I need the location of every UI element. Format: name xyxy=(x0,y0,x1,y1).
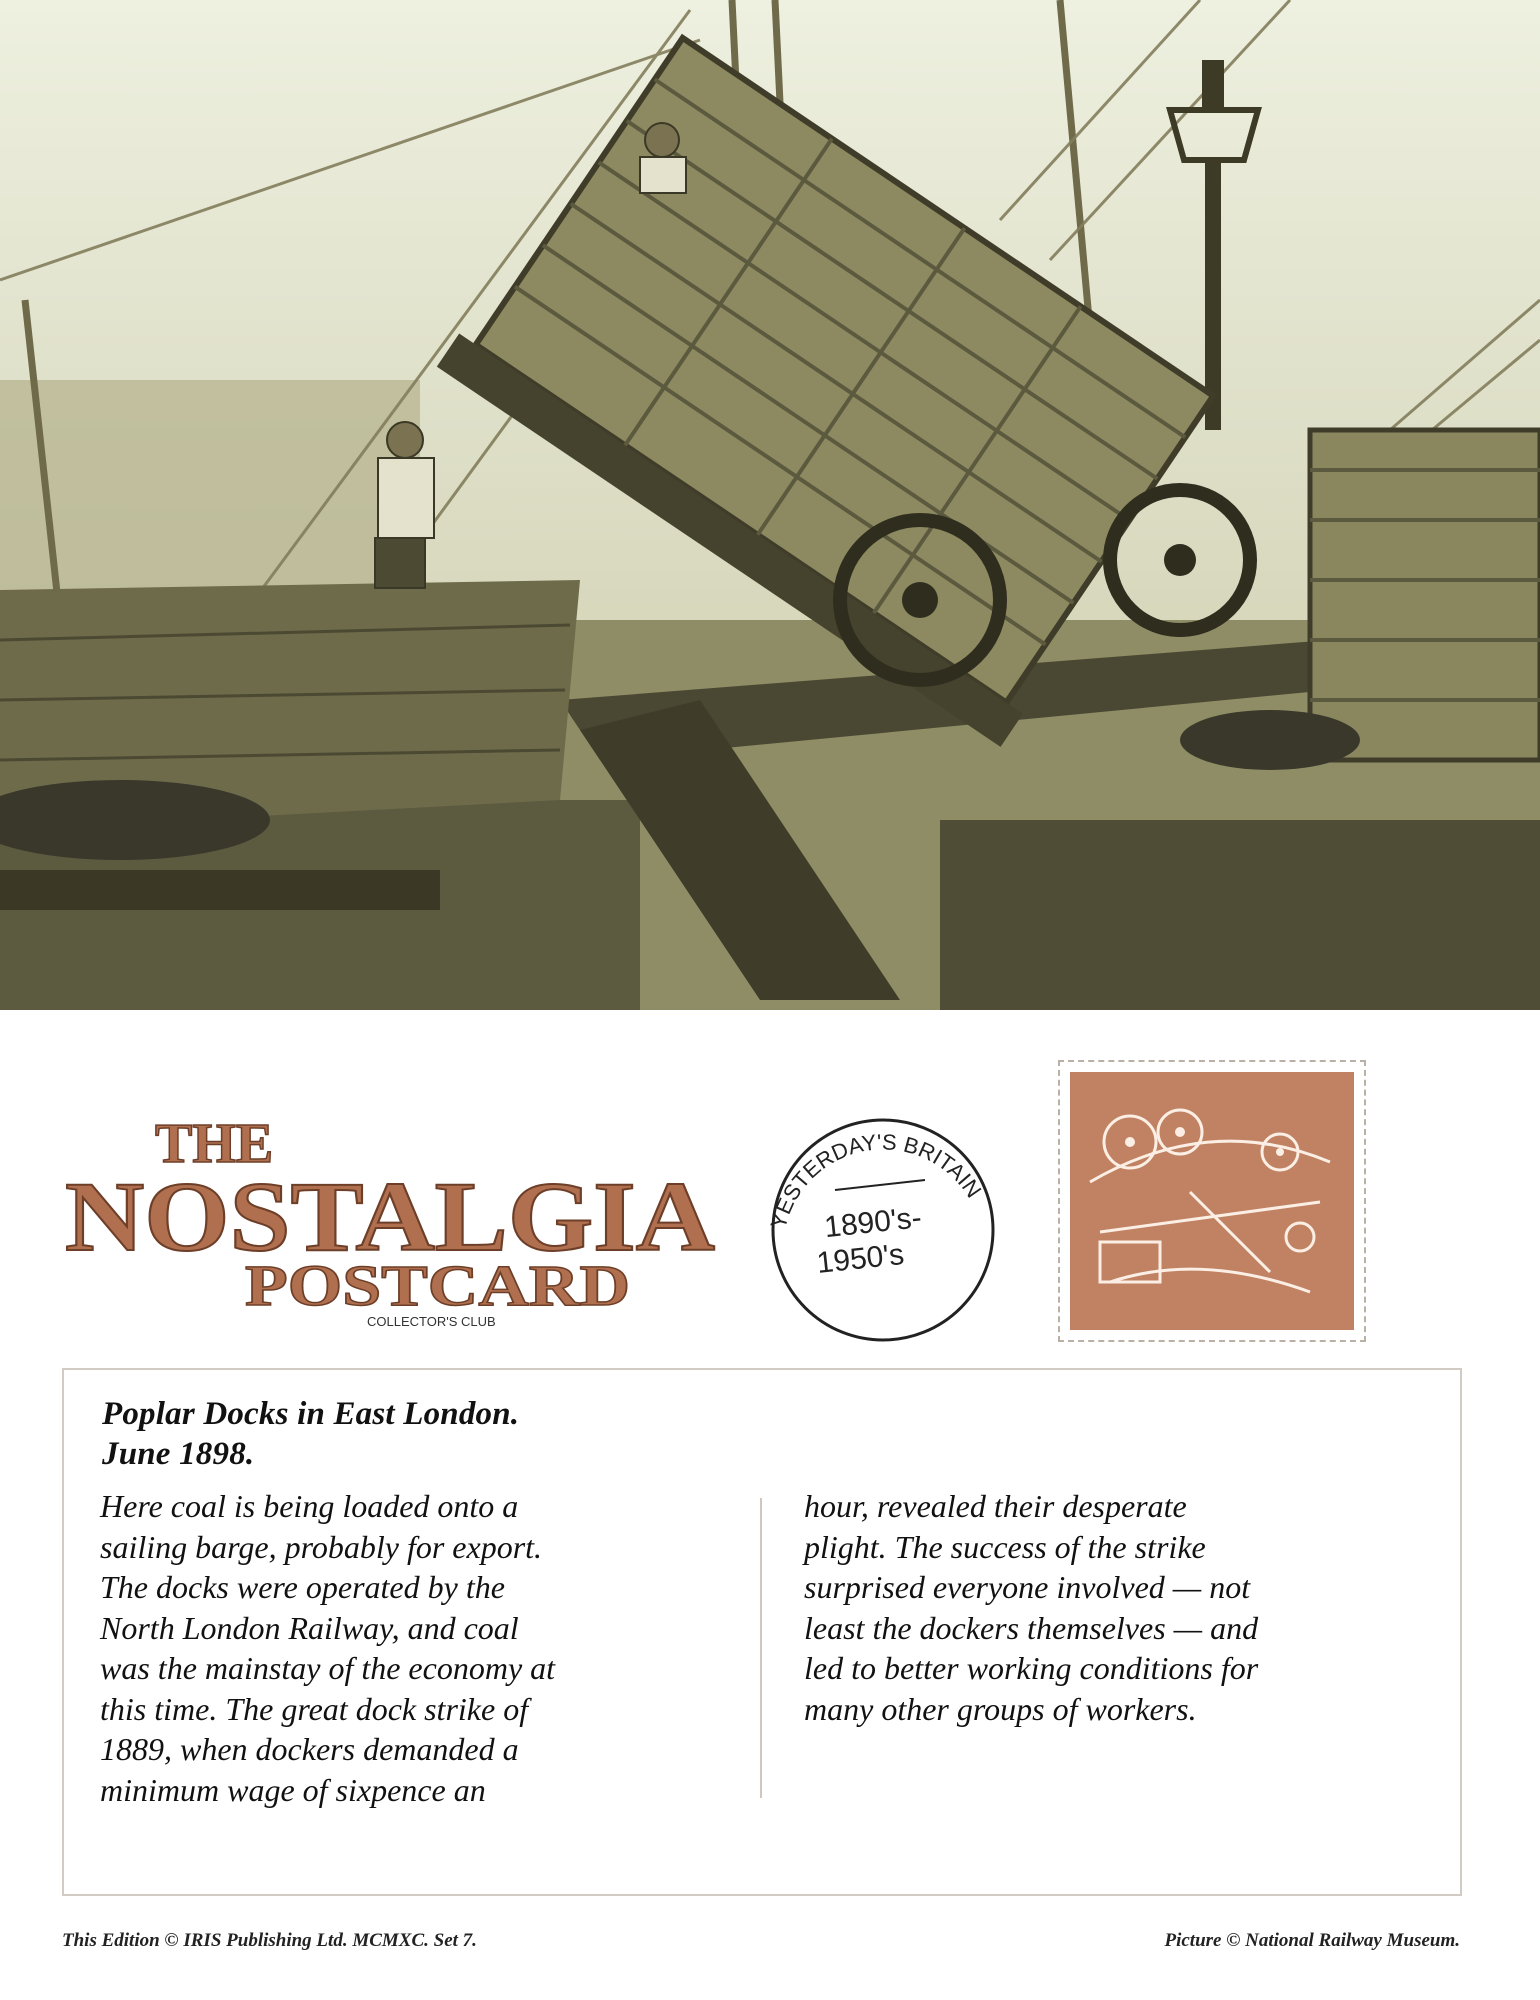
postmark xyxy=(745,1090,1015,1350)
postmark-arc-text: YESTERDAY'S BRITAIN xyxy=(765,1129,987,1232)
caption-box xyxy=(62,1368,1462,1896)
open-wagon xyxy=(1310,430,1540,760)
logo-line-nostalgia: NOSTALGIA xyxy=(65,1161,715,1272)
stamp-engraving xyxy=(1070,1072,1354,1330)
caption-column-left xyxy=(100,1486,740,1810)
caption-line: minimum wage of sixpence an xyxy=(100,1771,486,1808)
caption-column-right xyxy=(804,1486,1424,1729)
postage-stamp xyxy=(1058,1060,1366,1342)
caption-line: North London Railway, and coal xyxy=(100,1609,519,1646)
caption-line: this time. The great dock strike of xyxy=(100,1690,529,1727)
logo-line-postcard: POSTCARD xyxy=(245,1253,630,1318)
caption-line: was the mainstay of the economy at xyxy=(100,1650,556,1686)
caption-date: June 1898. xyxy=(102,1436,255,1472)
caption-line: surprised everyone involved — not xyxy=(804,1569,1251,1605)
caption-line: plight. The success of the strike xyxy=(804,1528,1206,1565)
caption-line: Here coal is being loaded onto a xyxy=(100,1488,519,1524)
postmark-date-start: 1890's- xyxy=(822,1201,924,1245)
logo-line-the: THE xyxy=(155,1113,274,1175)
caption-line: 1889, when dockers demanded a xyxy=(100,1731,519,1767)
picture-credit: Picture © National Railway Museum. xyxy=(1164,1930,1460,1951)
caption-line: sailing barge, probably for export. xyxy=(100,1528,543,1565)
publisher-credit: This Edition © IRIS Publishing Ltd. MCMXC. Set 7. xyxy=(62,1930,477,1951)
caption-line: least the dockers themselves — and xyxy=(804,1609,1259,1646)
nostalgia-postcard-logo xyxy=(55,1100,735,1330)
column-divider xyxy=(760,1498,762,1798)
caption-line: The docks were operated by the xyxy=(100,1569,505,1605)
caption-line: hour, revealed their desperate xyxy=(804,1488,1187,1524)
caption-line: led to better working conditions for xyxy=(804,1650,1259,1686)
postmark-date-end: 1950's xyxy=(815,1237,906,1280)
caption-title: Poplar Docks in East London. xyxy=(102,1396,520,1432)
caption-line: many other groups of workers. xyxy=(804,1690,1197,1727)
logo-subtitle: COLLECTOR'S CLUB xyxy=(367,1314,496,1329)
